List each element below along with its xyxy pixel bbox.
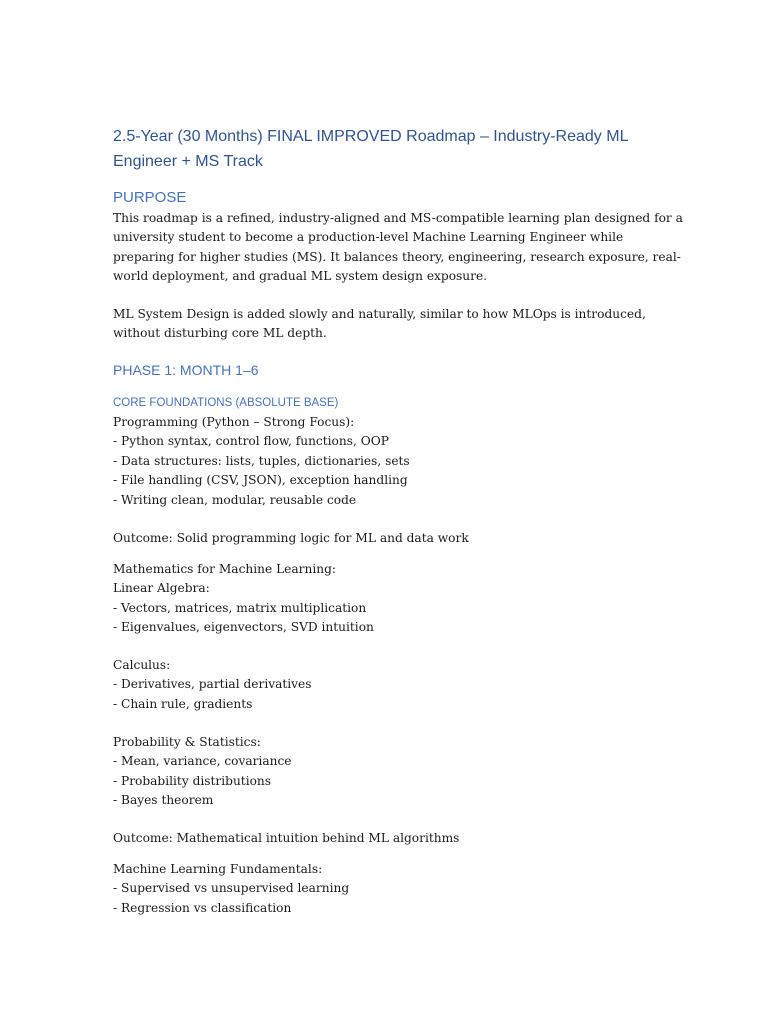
phase1-heading: PHASE 1: MONTH 1–6	[113, 362, 259, 378]
list-item: - Supervised vs unsupervised learning	[113, 881, 350, 896]
text-line: ML System Design is added slowly and naturally, similar to how MLOps is introduced,	[113, 307, 646, 321]
text-line: Mathematics for Machine Learning:	[113, 562, 336, 576]
list-item: - Vectors, matrices, matrix multiplication	[113, 600, 367, 615]
text-line: Programming (Python – Strong Focus):	[113, 415, 355, 429]
probability-section	[113, 733, 292, 811]
list-item: - File handling (CSV, JSON), exception handling	[113, 473, 408, 488]
list-item: - Chain rule, gradients	[113, 696, 253, 711]
text-line: Probability & Statistics:	[113, 735, 261, 749]
text-line: Outcome: Mathematical intuition behind ML algorithms	[113, 831, 460, 845]
text-line: Calculus:	[113, 658, 171, 672]
text-line: Linear Algebra:	[113, 581, 210, 596]
text-line: preparing for higher studies (MS). It balances theory, engineering, research exposure, real-	[113, 249, 681, 264]
purpose-paragraph	[113, 209, 683, 287]
text-line: Outcome: Solid programming logic for ML and data work	[113, 531, 469, 545]
purpose-heading: PURPOSE	[113, 189, 187, 206]
calculus-section	[113, 656, 312, 714]
programming-outcome	[113, 529, 469, 548]
list-item: - Regression vs classification	[113, 900, 292, 915]
text-line: world deployment, and gradual ML system design exposure.	[113, 269, 488, 284]
text-line: university student to become a production-level Machine Learning Engineer while	[113, 230, 624, 245]
list-item: - Data structures: lists, tuples, dictionaries, sets	[113, 453, 410, 468]
list-item: - Mean, variance, covariance	[113, 754, 292, 769]
document-title: 2.5-Year (30 Months) FINAL IMPROVED Roadmap – Industry-Ready ML Engineer + MS Track	[113, 128, 628, 170]
math-outcome	[113, 829, 459, 848]
core-foundations-heading: CORE FOUNDATIONS (ABSOLUTE BASE)	[113, 397, 339, 409]
math-section	[113, 560, 374, 638]
text-line: This roadmap is a refined, industry-aligned and MS-compatible learning plan designed for a	[113, 211, 683, 225]
system-design-paragraph	[113, 305, 646, 344]
list-item: - Writing clean, modular, reusable code	[113, 492, 357, 507]
list-item: - Eigenvalues, eigenvectors, SVD intuition	[113, 620, 374, 635]
list-item: - Probability distributions	[113, 773, 272, 788]
list-item: - Bayes theorem	[113, 793, 214, 808]
list-item: - Python syntax, control flow, functions, OOP	[113, 434, 389, 449]
text-line: Machine Learning Fundamentals:	[113, 862, 323, 876]
ml-fundamentals-section	[113, 860, 349, 918]
text-line: without disturbing core ML depth.	[113, 326, 327, 341]
list-item: - Derivatives, partial derivatives	[113, 677, 312, 692]
programming-section	[113, 413, 410, 510]
